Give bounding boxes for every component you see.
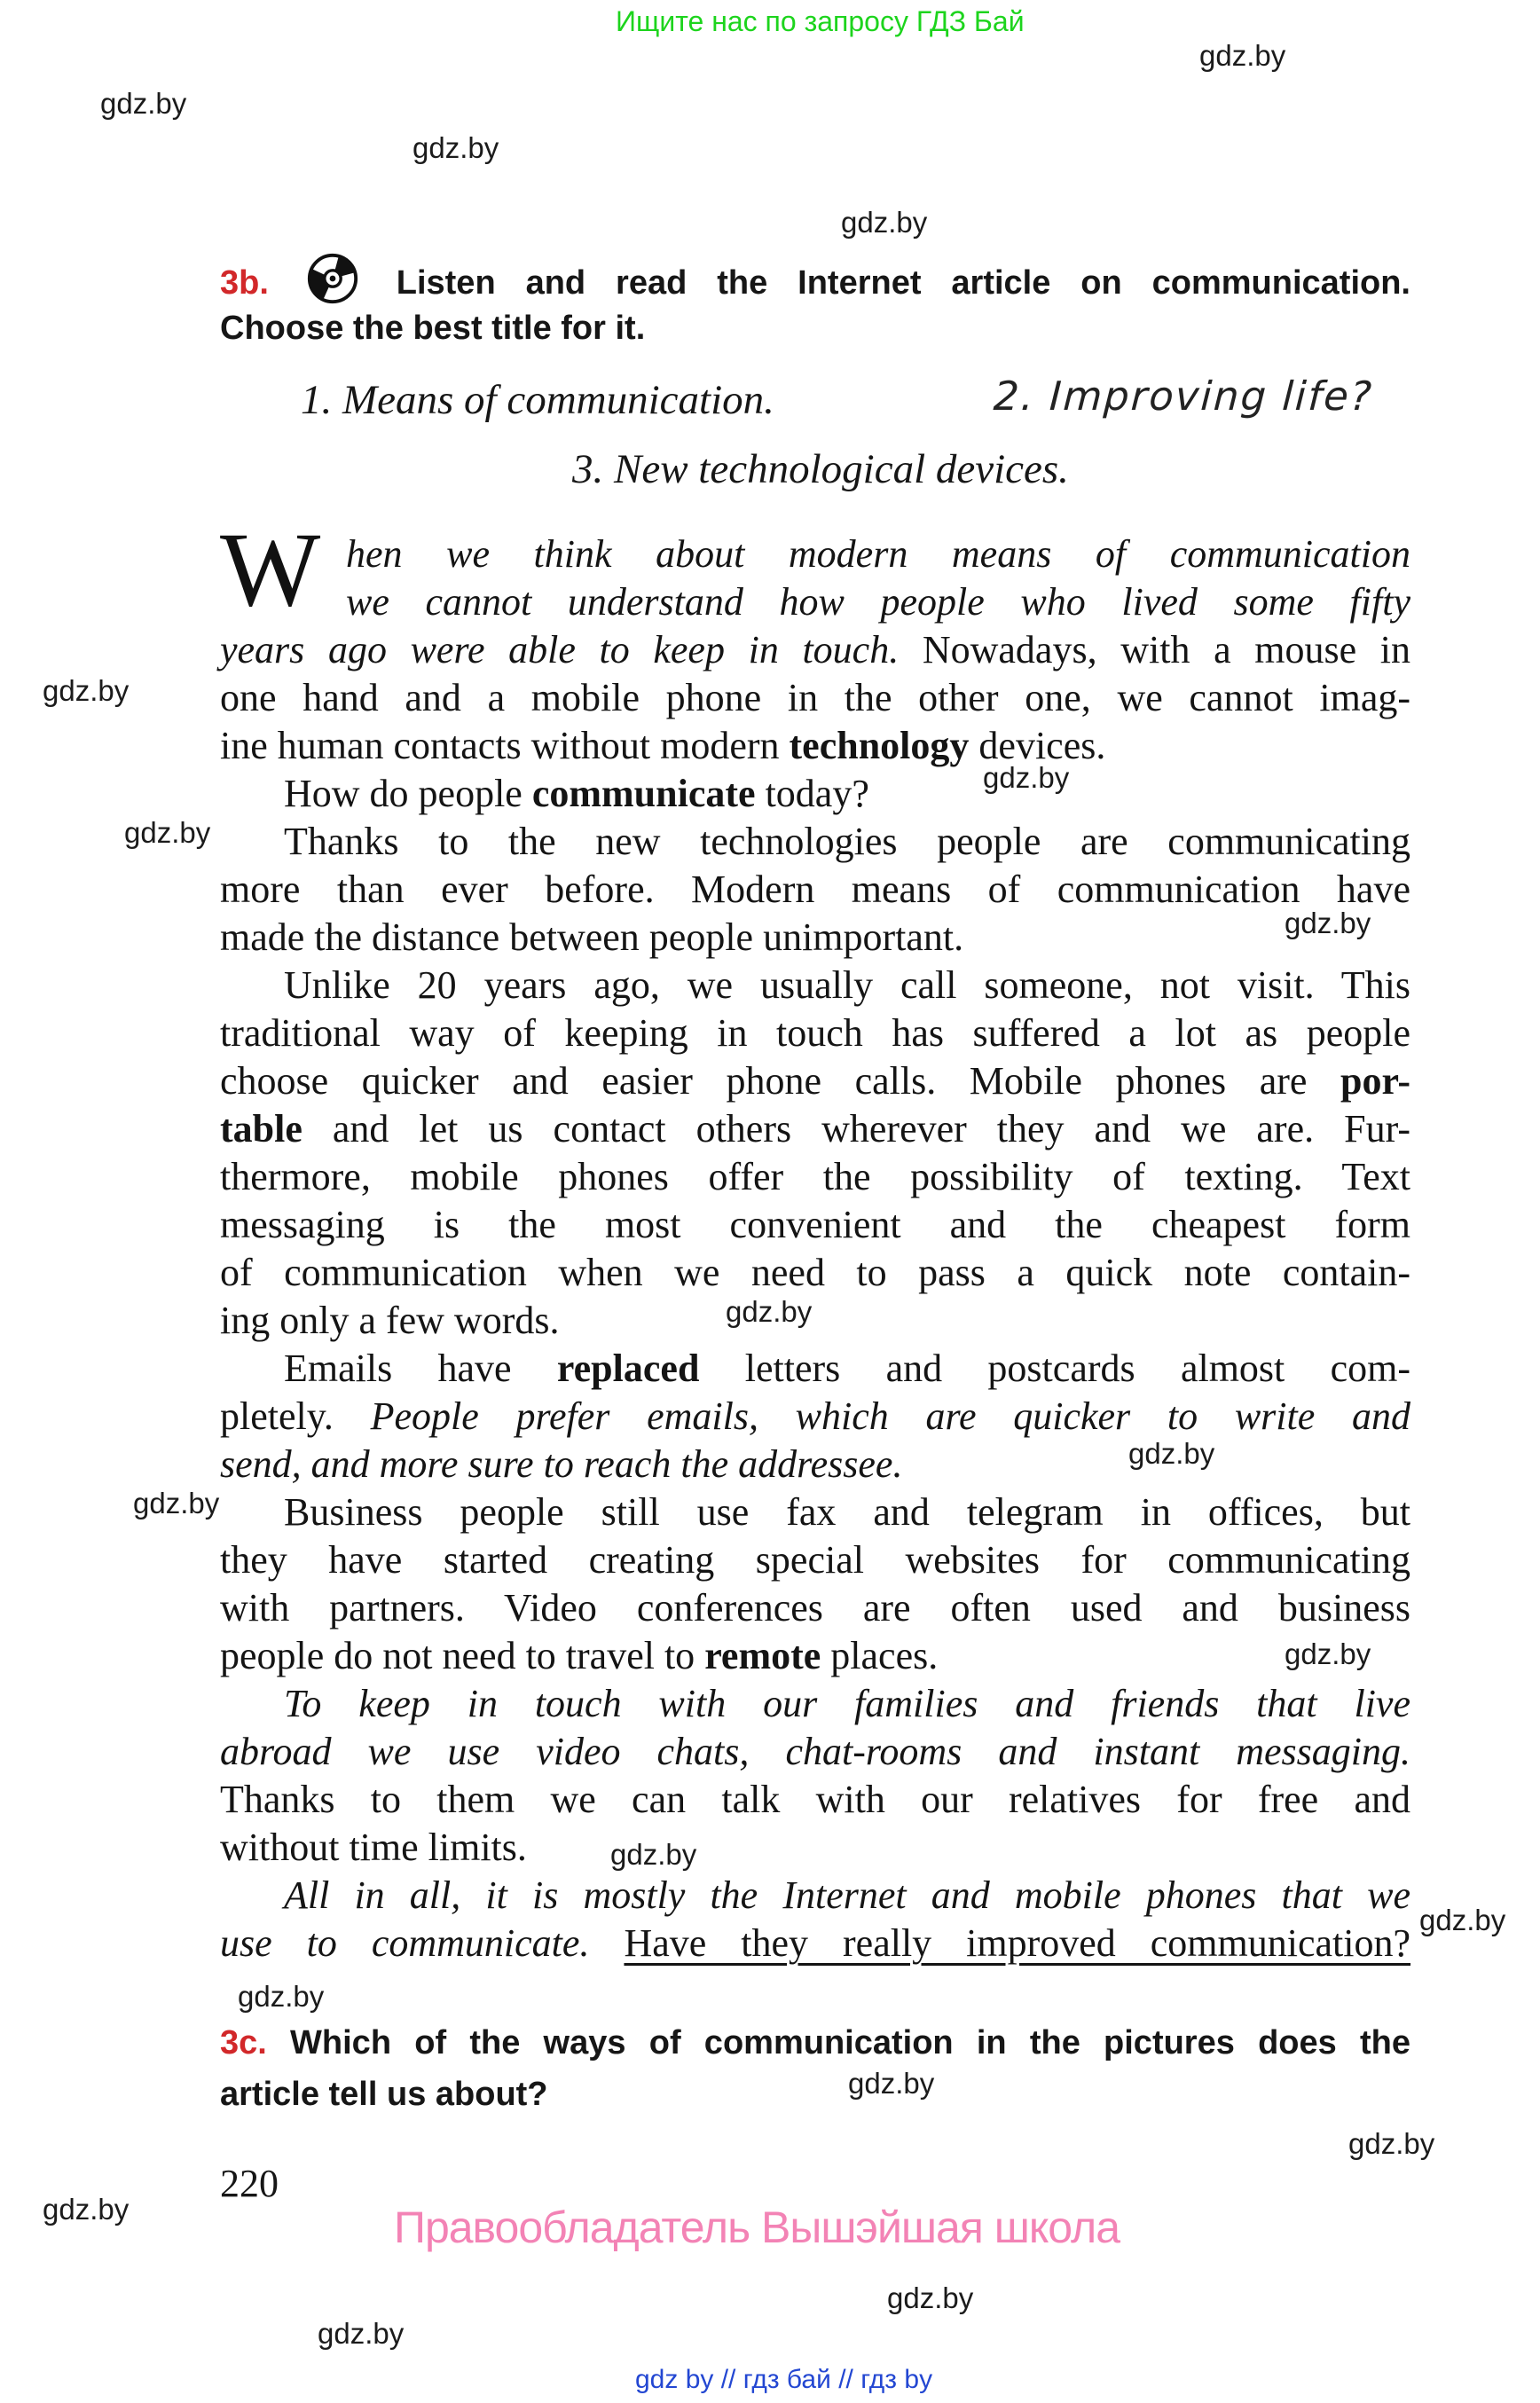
article-text-segment: letters and postcards almost com- <box>699 1347 1411 1390</box>
article-text-segment: places. <box>821 1634 939 1677</box>
watermark: gdz.by <box>124 816 211 849</box>
article-text-segment: remote <box>704 1634 821 1677</box>
article-line <box>220 866 1410 914</box>
article-line <box>220 1728 1410 1776</box>
article-line <box>220 1345 1410 1393</box>
task-3b-number: 3b. <box>220 264 269 302</box>
article-line <box>220 962 1410 1009</box>
article-line <box>220 626 1410 674</box>
article-line <box>220 1872 1410 1920</box>
watermark: gdz.by <box>610 1838 697 1871</box>
article-text-segment: communicate <box>531 772 756 815</box>
article-line <box>220 1632 1410 1680</box>
watermark: gdz.by <box>238 1980 325 2013</box>
article-line <box>220 530 1410 578</box>
article-text-segment: Have they really improved communication? <box>624 1921 1411 1965</box>
page-number: 220 <box>220 2162 279 2205</box>
task-3c-heading-line2: article tell us about? <box>220 2076 548 2113</box>
article-line <box>220 1584 1410 1632</box>
article-line <box>220 1153 1410 1201</box>
watermark: gdz.by <box>841 206 928 239</box>
article-dropcap: W <box>220 510 321 628</box>
article-line <box>220 1393 1410 1441</box>
article-line <box>220 818 1410 866</box>
article-text-segment: por- <box>1340 1059 1410 1103</box>
article-line <box>220 1201 1410 1249</box>
article-text-segment <box>589 1921 624 1965</box>
article-text-segment: All in all, it is mostly the Internet and mobile phones that we <box>284 1873 1410 1917</box>
article-line <box>220 722 1410 770</box>
promo-green-text: Ищите нас по запросу ГДЗ Бай <box>616 5 1025 37</box>
article-text-segment: Nowadays, with a mouse in <box>899 628 1410 671</box>
article-line <box>220 1249 1410 1297</box>
article-text-segment: they have started creating special websites for communicating <box>220 1538 1410 1582</box>
article-text-segment: To keep in touch with our families and friends that live <box>284 1682 1410 1725</box>
watermark: gdz.by <box>1199 39 1286 72</box>
article-text-segment: Business people still use fax and telegram in offices, but <box>284 1490 1410 1534</box>
article-line <box>220 1441 1410 1488</box>
watermark: gdz.by <box>43 2193 130 2226</box>
gdz-links-text: gdz by // гдз бай // гдз by <box>635 2365 933 2394</box>
article-text-segment: How do people <box>284 772 532 815</box>
task-3c-number: 3c. <box>220 2024 267 2061</box>
article-text-segment: traditional way of keeping in touch has suffered a lot as people <box>220 1011 1410 1055</box>
article-body <box>220 530 1410 1967</box>
article-line <box>220 1680 1410 1728</box>
article-text-segment: ing only a few words. <box>220 1299 560 1342</box>
watermark: gdz.by <box>1128 1437 1215 1470</box>
article-line <box>220 914 1410 962</box>
article-text-segment: made the distance between people unimportant. <box>220 915 964 959</box>
article-line <box>220 578 1410 626</box>
article-text-segment: ine human contacts without modern <box>220 724 790 767</box>
article-line <box>220 1536 1410 1584</box>
article-text-segment: messaging is the most convenient and the cheapest form <box>220 1203 1410 1246</box>
article-line <box>220 1009 1410 1057</box>
article-text-segment: and let us contact others wherever they and we are. Fur- <box>302 1107 1410 1150</box>
article-text-segment: use to communicate. <box>220 1921 590 1965</box>
watermark: gdz.by <box>887 2281 974 2314</box>
watermark: gdz.by <box>1348 2127 1435 2160</box>
watermark: gdz.by <box>100 87 187 120</box>
article-line <box>220 1057 1410 1105</box>
article-text-segment: today? <box>755 772 869 815</box>
watermark: gdz.by <box>726 1295 813 1328</box>
article-text-segment: more than ever before. Modern means of communication have <box>220 868 1410 911</box>
watermark: gdz.by <box>1285 1637 1371 1670</box>
article-text-segment: table <box>220 1107 302 1150</box>
task-3b-text-line1: Listen and read the Internet article on communication. <box>396 264 1410 302</box>
article-text-segment: replaced <box>556 1347 700 1390</box>
watermark: gdz.by <box>133 1487 220 1520</box>
article-text-segment: choose quicker and easier phone calls. Mobile phones are <box>220 1059 1340 1103</box>
copyright-text: Правообладатель Вышэйшая школа <box>394 2203 1120 2252</box>
article-text-segment: abroad we use video chats, chat-rooms and instant messaging. <box>220 1730 1410 1773</box>
article-text-segment: of communication when we need to pass a quick note contain- <box>220 1251 1410 1294</box>
article-text-segment: Emails have <box>284 1347 557 1390</box>
article-text-segment: devices. <box>969 724 1106 767</box>
article-text-segment: pletely. <box>220 1394 371 1438</box>
article-line <box>220 1297 1410 1345</box>
title-option-3: 3. New technological devices. <box>572 446 1069 492</box>
article-text-segment: thermore, mobile phones offer the possibility of texting. Text <box>220 1155 1410 1198</box>
article-text-segment: one hand and a mobile phone in the other one, we cannot imag- <box>220 676 1410 719</box>
article-line <box>220 1776 1410 1824</box>
article-text-segment: with partners. Video conferences are often used and business <box>220 1586 1410 1629</box>
article-text-segment: People prefer emails, which are quicker to write and <box>370 1394 1410 1438</box>
article-text-segment: send, and more sure to reach the addressee. <box>220 1442 903 1486</box>
article-text-segment: we cannot understand how people who lived some fifty <box>346 580 1410 624</box>
task-3c-heading-line1 <box>220 2017 1410 2069</box>
watermark: gdz.by <box>1419 1904 1506 1936</box>
article-line <box>220 1488 1410 1536</box>
task-3b-heading-line2: Choose the best title for it. <box>220 310 646 347</box>
watermark: gdz.by <box>1285 907 1371 939</box>
article-text-segment: technology <box>789 724 970 767</box>
task-3c-text-line1: Which of the ways of communication in the pictures does the <box>290 2024 1410 2061</box>
article-line <box>220 770 1410 818</box>
article-text-segment: without time limits. <box>220 1826 527 1869</box>
article-line <box>220 1105 1410 1153</box>
article-text-segment: Unlike 20 years ago, we usually call someone, not visit. This <box>284 963 1410 1007</box>
article-line <box>220 1824 1410 1872</box>
watermark: gdz.by <box>983 761 1070 794</box>
article-line <box>220 674 1410 722</box>
title-option-2: 2. Improving life? <box>992 373 1375 420</box>
article-text-segment: Thanks to the new technologies people are communicating <box>284 820 1410 863</box>
article-text-segment: hen we think about modern means of communication <box>346 532 1410 576</box>
watermark: gdz.by <box>318 2317 405 2350</box>
article-line <box>220 1920 1410 1967</box>
watermark: gdz.by <box>43 674 130 707</box>
watermark: gdz.by <box>848 2067 935 2100</box>
watermark: gdz.by <box>412 131 499 164</box>
article-text-segment: Thanks to them we can talk with our relatives for free and <box>220 1778 1410 1821</box>
article-text-segment: years ago were able to keep in touch. <box>220 628 900 671</box>
article-text-segment: people do not need to travel to <box>220 1634 705 1677</box>
title-option-1: 1. Means of communication. <box>301 377 774 423</box>
